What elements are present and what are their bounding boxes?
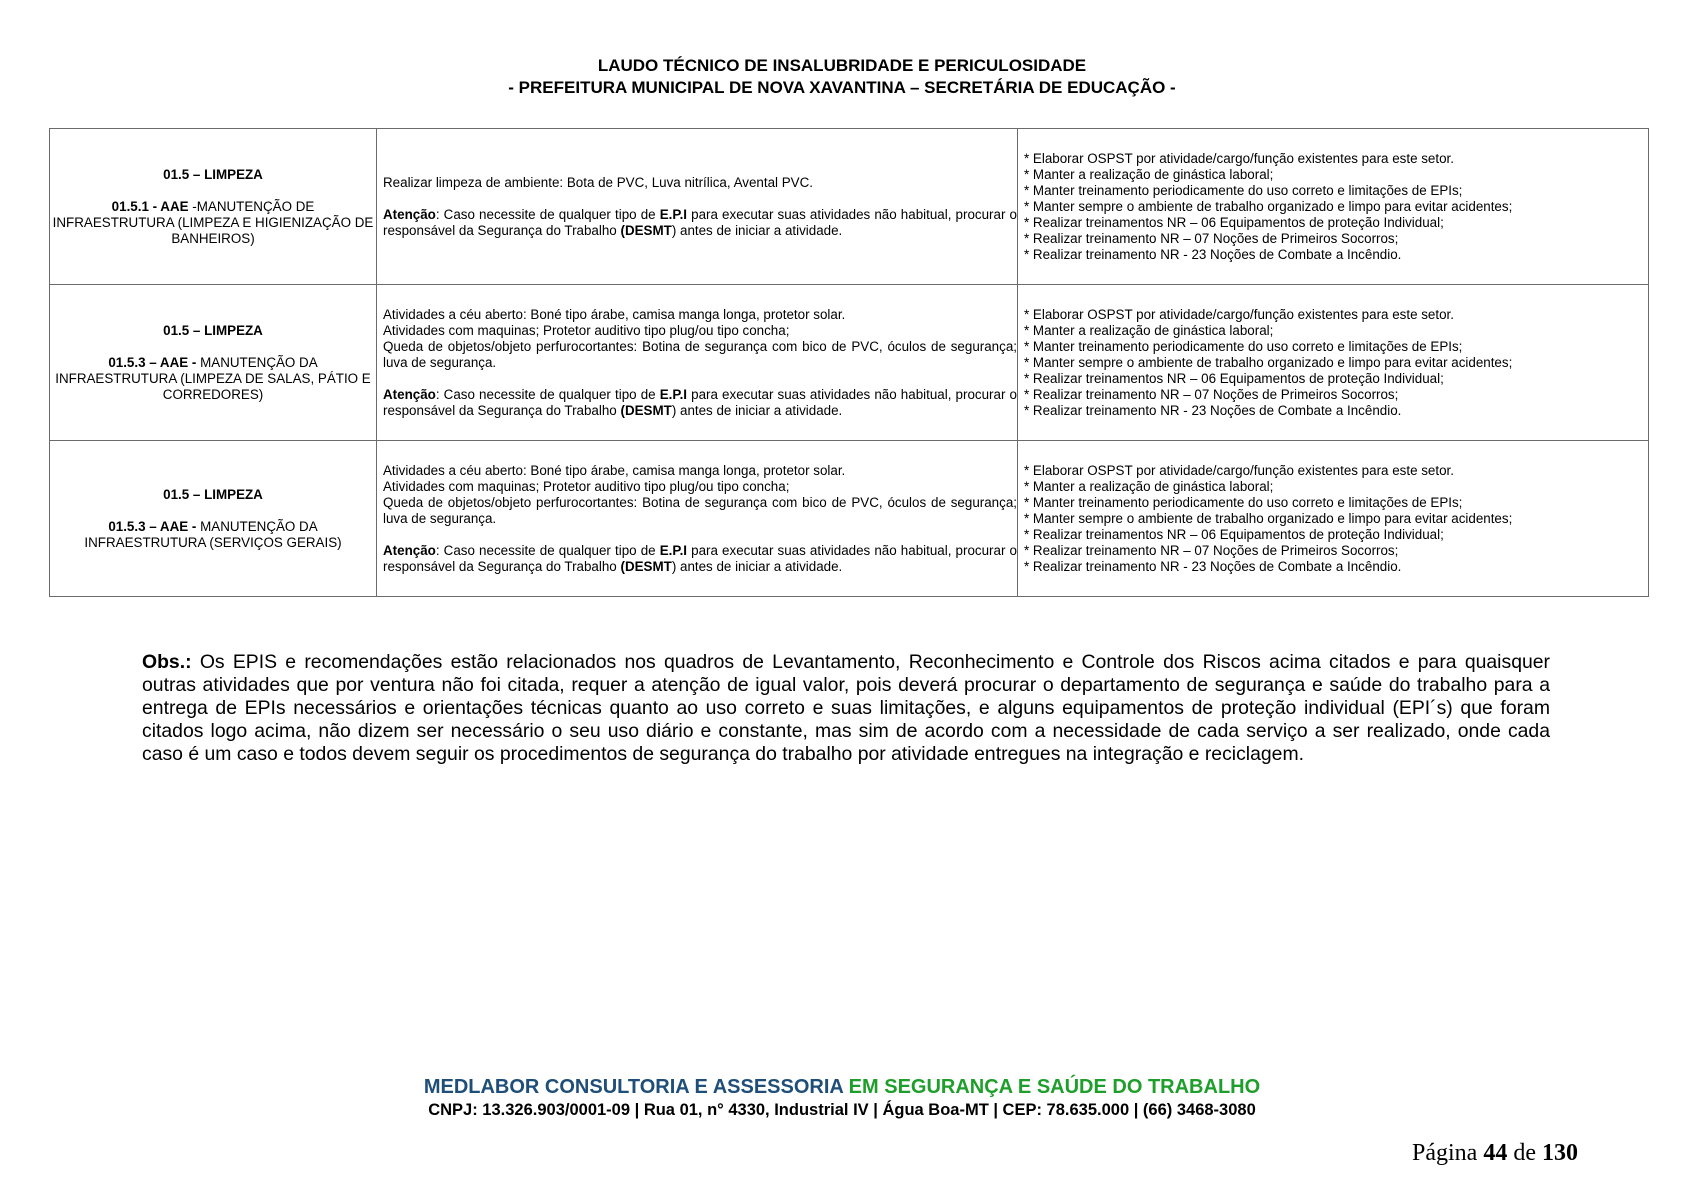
attention-text: : Caso necessite de qualquer tipo de [435,542,660,558]
attention-label: Atenção [383,206,436,222]
page-number [1412,1140,1578,1167]
recommendations-list [1018,307,1648,419]
activity-group: 01.5 – LIMPEZA [163,166,263,182]
epi-line: Atividades a céu aberto: Boné tipo árabe, camisa manga longa, protetor solar. [383,306,846,322]
activity-code: 01.5.1 - AAE [111,198,189,214]
activity-text: -MANUTENÇÃO DE INFRAESTRUTURA (LIMPEZA E HIGIENIZAÇÃO DE BANHEIROS) [52,198,374,246]
epi-line: Queda de objetos/objeto perfurocortantes: Botina de segurança com bico de PVC, óculos de segurança; luva de segurança. [383,338,1017,370]
attention-text: ) antes de iniciar a atividade. [671,402,843,418]
activity-cell [50,441,377,597]
recommendation-line: * Manter sempre o ambiente de trabalho organizado e limpo para evitar acidentes; [1024,198,1513,214]
attention-text: para executar suas atividades não habitual, procurar o responsável da Segurança do Trabalho [383,542,1017,574]
recommendation-line: * Manter treinamento periodicamente do uso correto e limitações de EPIs; [1024,494,1463,510]
table-row [50,285,1649,441]
table-row [50,129,1649,285]
attention-text: : Caso necessite de qualquer tipo de [435,386,660,402]
attention-text: : Caso necessite de qualquer tipo de [435,206,660,222]
epi-line: Atividades com maquinas; Protetor auditivo tipo plug/ou tipo concha; [383,322,790,338]
activity-description [50,519,376,551]
recommendation-line: * Manter sempre o ambiente de trabalho organizado e limpo para evitar acidentes; [1024,510,1513,526]
attention-epi: E.P.I [659,542,688,558]
activity-description [50,355,376,403]
attention-desmt: (DESMT [620,222,672,238]
attention-label: Atenção [383,386,436,402]
recommendation-line: * Manter treinamento periodicamente do uso correto e limitações de EPIs; [1024,182,1463,198]
attention-note [383,207,1017,239]
attention-epi: E.P.I [659,386,688,402]
attention-label: Atenção [383,542,436,558]
activity-code: 01.5.3 – AAE - [108,354,197,370]
attention-note [383,543,1017,575]
recommendation-line: * Elaborar OSPST por atividade/cargo/função existentes para este setor. [1024,306,1454,322]
epi-line: Atividades a céu aberto: Boné tipo árabe, camisa manga longa, protetor solar. [383,462,846,478]
activity-cell [50,129,377,285]
epi-line: Queda de objetos/objeto perfurocortantes: Botina de segurança com bico de PVC, óculos de segurança; luva de segurança. [383,494,1017,526]
recommendations-list [1018,463,1648,575]
recommendations-cell [1018,285,1649,441]
recommendation-line: * Realizar treinamento NR – 07 Noções de Primeiros Socorros; [1024,542,1399,558]
recommendation-line: * Realizar treinamento NR - 23 Noções de Combate a Incêndio. [1024,558,1402,574]
recommendations-cell [1018,129,1649,285]
recommendation-line: * Manter a realização de ginástica laboral; [1024,478,1274,494]
recommendation-line: * Realizar treinamento NR - 23 Noções de Combate a Incêndio. [1024,246,1402,262]
epi-line: Realizar limpeza de ambiente: Bota de PVC, Luva nitrílica, Avental PVC. [383,174,813,190]
footer-company-blue: MEDLABOR CONSULTORIA E ASSESSORIA [423,1076,844,1098]
attention-text: ) antes de iniciar a atividade. [671,558,843,574]
activity-text: MANUTENÇÃO DA INFRAESTRUTURA (LIMPEZA DE SALAS, PÁTIO E CORREDORES) [55,354,371,402]
recommendation-line: * Realizar treinamento NR - 23 Noções de Combate a Incêndio. [1024,402,1402,418]
activity-group: 01.5 – LIMPEZA [163,486,263,502]
attention-note [383,387,1017,419]
document-header [0,55,1684,99]
recommendation-line: * Realizar treinamento NR – 07 Noções de Primeiros Socorros; [1024,386,1399,402]
footer-address: CNPJ: 13.326.903/0001-09 | Rua 01, n° 4330, Industrial IV | Água Boa-MT | CEP: 78.635.000 | (66) 3468-3080 [428,1101,1256,1119]
recommendation-line: * Manter treinamento periodicamente do uso correto e limitações de EPIs; [1024,338,1463,354]
activity-cell [50,285,377,441]
recommendation-line: * Elaborar OSPST por atividade/cargo/função existentes para este setor. [1024,462,1454,478]
activity-group: 01.5 – LIMPEZA [163,322,263,338]
recommendation-line: * Manter a realização de ginástica laboral; [1024,166,1274,182]
observation-paragraph [142,651,1550,766]
recommendation-line: * Realizar treinamentos NR – 06 Equipamentos de proteção Individual; [1024,370,1444,386]
activity-description [50,199,376,247]
recommendations-cell [1018,441,1649,597]
document-title: LAUDO TÉCNICO DE INSALUBRIDADE E PERICULOSIDADE [597,56,1087,75]
recommendation-line: * Realizar treinamentos NR – 06 Equipamentos de proteção Individual; [1024,526,1444,542]
footer-company [0,1075,1684,1099]
risk-control-table [49,128,1649,597]
activity-code: 01.5.3 – AAE - [108,518,197,534]
attention-text: para executar suas atividades não habitual, procurar o responsável da Segurança do Trabalho [383,386,1017,418]
recommendation-line: * Realizar treinamentos NR – 06 Equipamentos de proteção Individual; [1024,214,1444,230]
activity-text: MANUTENÇÃO DA INFRAESTRUTURA (SERVIÇOS GERAIS) [84,518,342,550]
obs-label: Obs.: [142,651,192,673]
attention-text: ) antes de iniciar a atividade. [671,222,843,238]
attention-epi: E.P.I [659,206,688,222]
attention-text: para executar suas atividades não habitual, procurar o responsável da Segurança do Trabalho [383,206,1017,238]
epi-list [383,175,1017,191]
epi-list [383,463,1017,527]
recommendation-line: * Elaborar OSPST por atividade/cargo/função existentes para este setor. [1024,150,1454,166]
page-total: 130 [1542,1140,1578,1166]
obs-text: Os EPIS e recomendações estão relacionados nos quadros de Levantamento, Reconhecimento e Controle dos Riscos acima citados e para quaisquer outras atividades que por ventura não foi citada, requer a atenção de igual valor, pois deverá procurar o departamento de segurança e saúde do trabalho para a entrega de EPIs necessários e orientações técnicas quanto ao uso correto e suas limitações, e alguns equipamentos de proteção individual (EPI´s) que foram citados logo acima, não dizem ser necessário o seu uso diário e constante, mas sim de acordo com a necessidade de cada serviço a ser realizado, onde cada caso é um caso e todos devem seguir os procedimentos de segurança do trabalho por atividade entregues na integração e reciclagem. [142,651,1550,765]
table-row [50,441,1649,597]
footer-company-green: EM SEGURANÇA E SAÚDE DO TRABALHO [843,1076,1261,1098]
epi-cell [377,129,1018,285]
recommendation-line: * Manter sempre o ambiente de trabalho organizado e limpo para evitar acidentes; [1024,354,1513,370]
recommendation-line: * Manter a realização de ginástica laboral; [1024,322,1274,338]
page-of: de [1513,1140,1536,1166]
page-current: 44 [1483,1140,1508,1166]
epi-line: Atividades com maquinas; Protetor auditivo tipo plug/ou tipo concha; [383,478,790,494]
attention-desmt: (DESMT [620,402,672,418]
attention-desmt: (DESMT [620,558,672,574]
recommendation-line: * Realizar treinamento NR – 07 Noções de Primeiros Socorros; [1024,230,1399,246]
epi-cell [377,441,1018,597]
document-subtitle: - PREFEITURA MUNICIPAL DE NOVA XAVANTINA – SECRETÁRIA DE EDUCAÇÃO - [508,78,1176,97]
epi-cell [377,285,1018,441]
epi-list [383,307,1017,371]
recommendations-list [1018,151,1648,263]
page-label: Página [1412,1140,1478,1166]
